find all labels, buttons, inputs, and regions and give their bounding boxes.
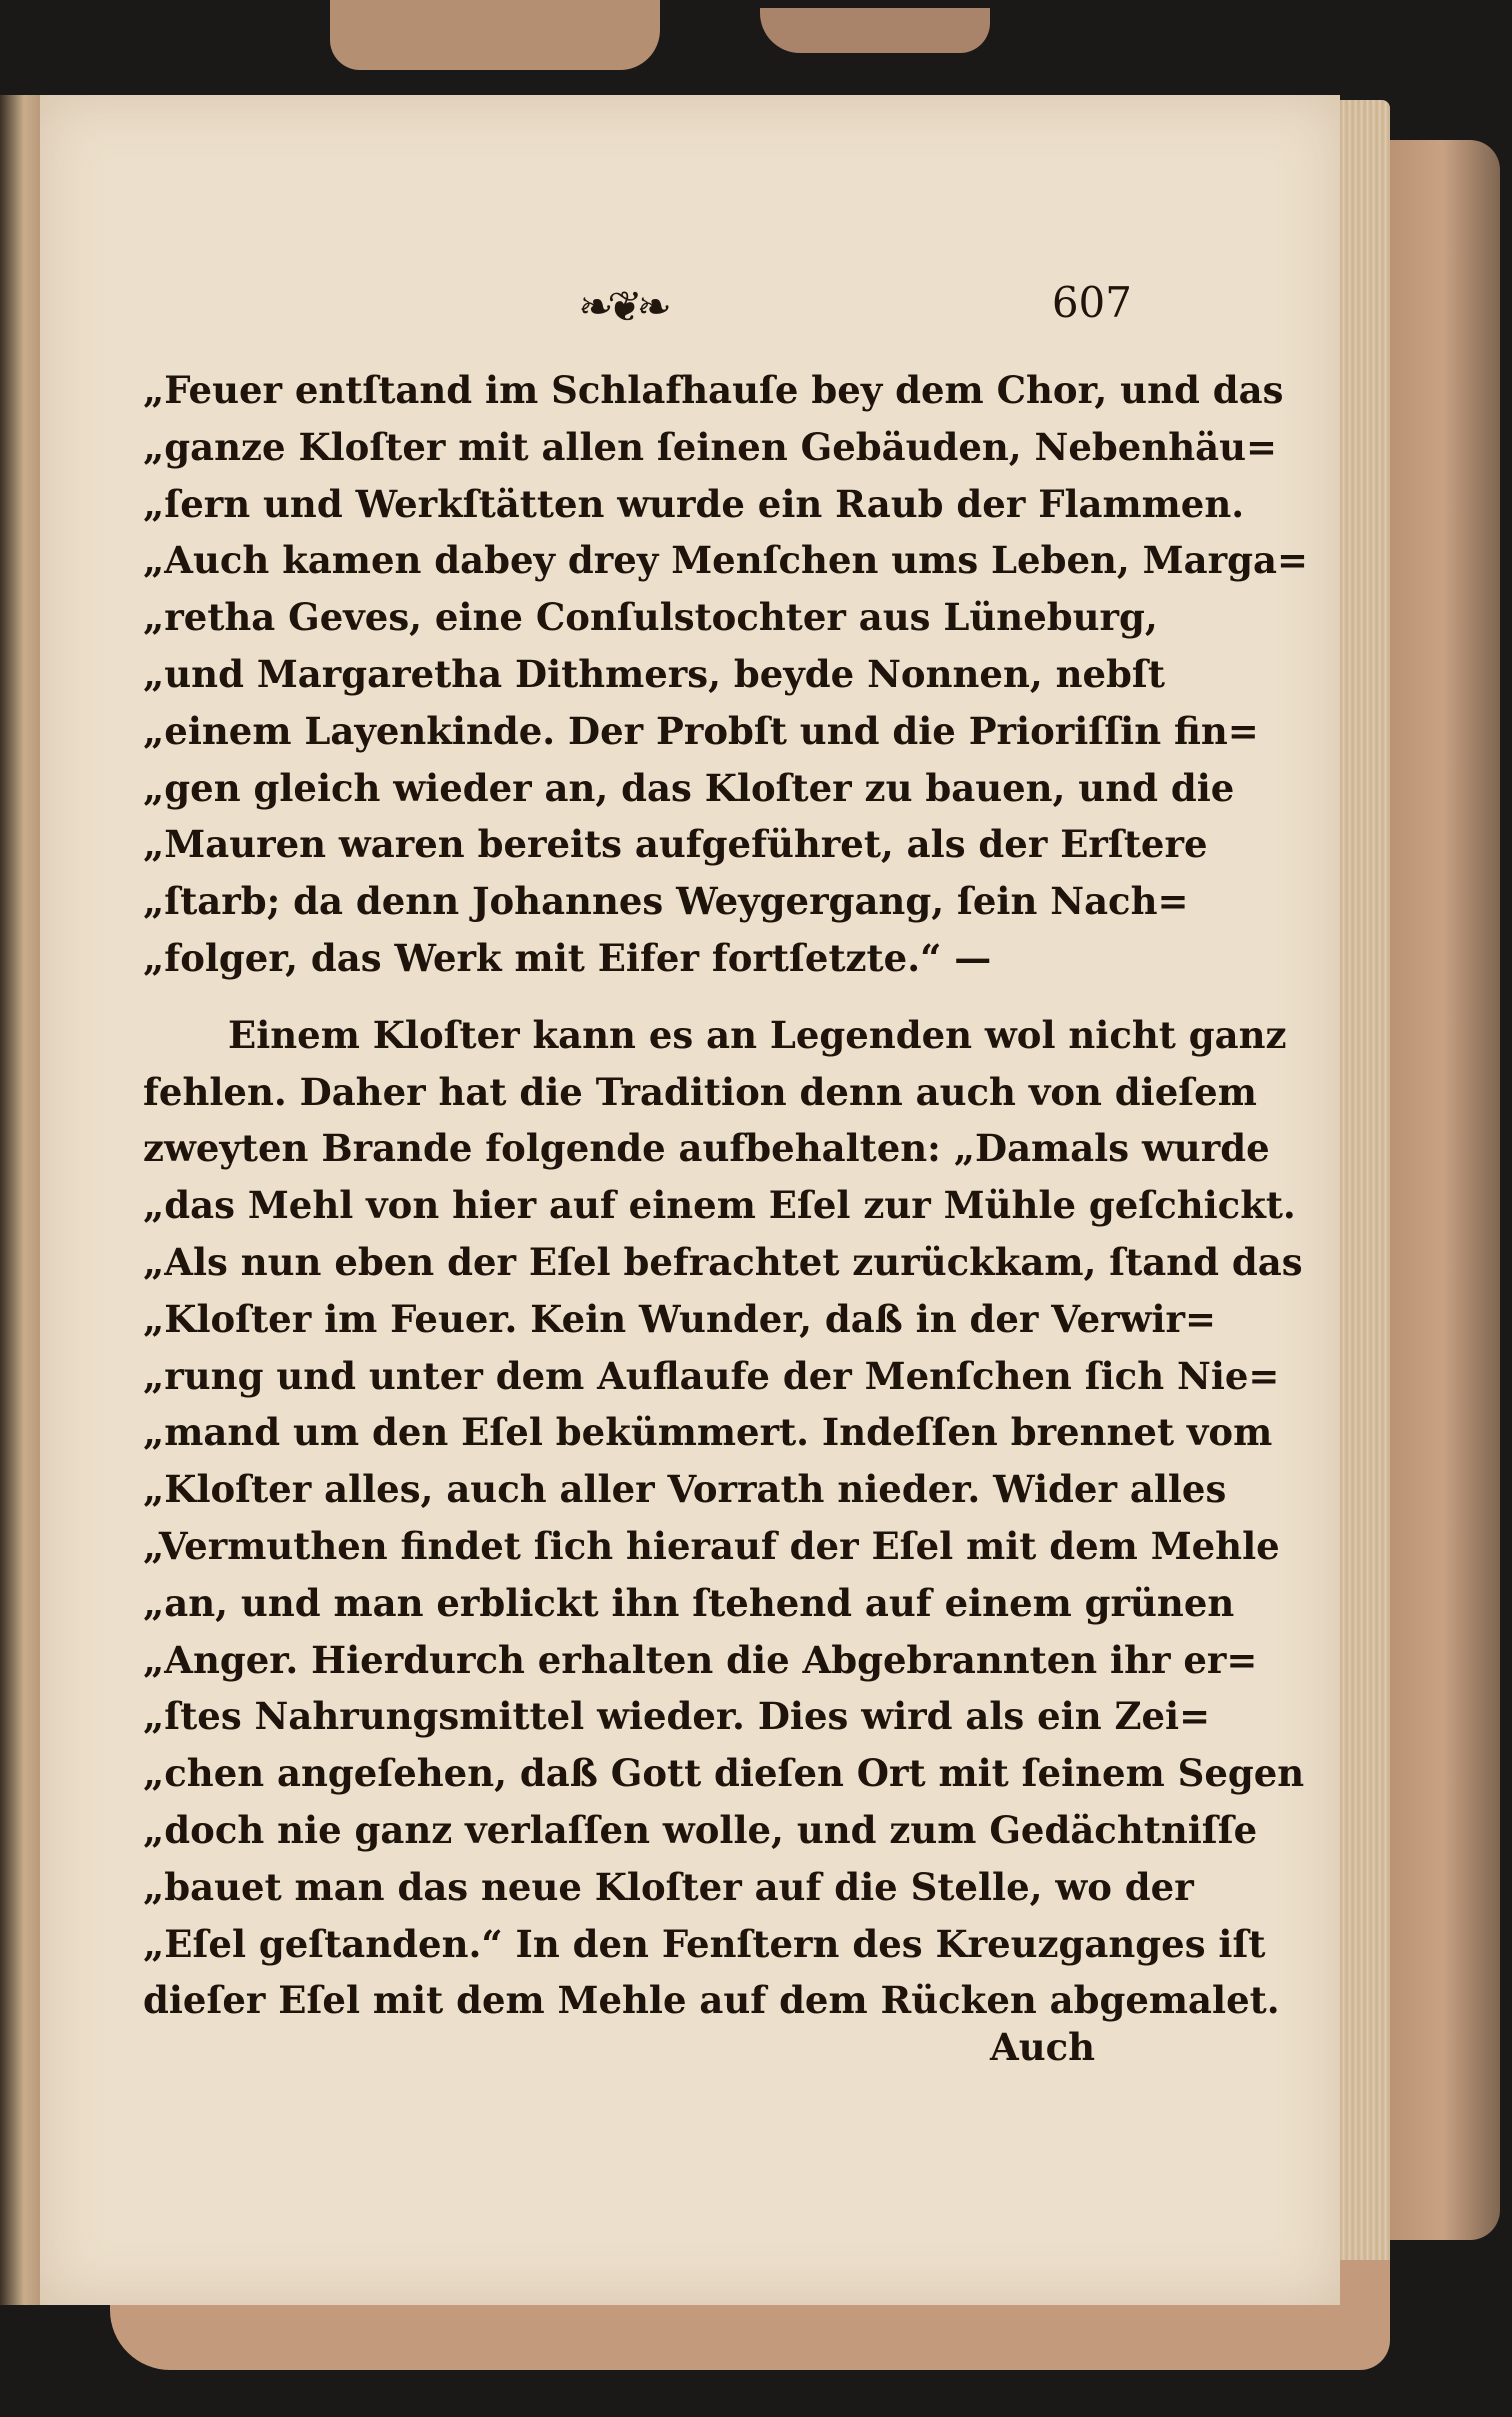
- text-line: „folger, das Werk mit Eifer fortſetzte.“ —: [143, 935, 992, 980]
- header-ornament: ❧❦❧: [578, 282, 666, 331]
- text-line: „ganze Kloſter mit allen ſeinen Gebäuden, Nebenhäu=: [143, 424, 1278, 469]
- text-line: „gen gleich wieder an, das Kloſter zu bauen, und die: [143, 765, 1235, 810]
- torn-top-edge-right: [760, 8, 990, 53]
- text-line: „Feuer entſtand im Schlafhauſe bey dem Chor, und das: [143, 368, 1284, 412]
- text-line: dieſer Eſel mit dem Mehle auf dem Rücken abgemalet.: [143, 1978, 1280, 2023]
- page-body: [143, 362, 1308, 2029]
- text-line: „Vermuthen findet ſich hierauf der Eſel mit dem Mehle: [143, 1523, 1280, 1568]
- text-line: „rung und unter dem Auflaufe der Menſchen ſich Nie=: [143, 1353, 1280, 1398]
- catchword: Auch: [990, 2025, 1096, 2069]
- text-line: „ſtes Nahrungsmittel wieder. Dies wird als ein Zei=: [143, 1694, 1211, 1739]
- text-line: „mand um den Eſel bekümmert. Indeſſen brennet vom: [143, 1410, 1273, 1455]
- text-line: „an, und man erblickt ihn ſtehend auf einem grünen: [143, 1580, 1235, 1625]
- text-line: „und Margaretha Dithmers, beyde Nonnen, nebſt: [143, 651, 1165, 696]
- text-line: „Auch kamen dabey drey Menſchen ums Leben, Marga=: [143, 538, 1308, 583]
- text-line: „das Mehl von hier auf einem Eſel zur Mühle geſchickt.: [143, 1183, 1296, 1228]
- text-line: „Anger. Hierdurch erhalten die Abgebrannten ihr er=: [143, 1637, 1258, 1682]
- text-line: zweyten Brande folgende aufbehalten: „Damals wurde: [143, 1126, 1270, 1171]
- text-line: „einem Layenkinde. Der Probſt und die Prioriſſin fin=: [143, 708, 1259, 753]
- text-line: „ſtarb; da denn Johannes Weygergang, ſein Nach=: [143, 879, 1189, 924]
- text-line: „doch nie ganz verlaſſen wolle, und zum Gedächtniſſe: [143, 1807, 1258, 1852]
- left-page-edge: [0, 95, 40, 2305]
- text-line: „Kloſter alles, auch aller Vorrath nieder. Wider alles: [143, 1467, 1227, 1512]
- text-line: „Kloſter im Feuer. Kein Wunder, daß in der Verwir=: [143, 1296, 1217, 1341]
- text-line: fehlen. Daher hat die Tradition denn auch von dieſem: [143, 1069, 1257, 1114]
- book-cover-edge: [1385, 140, 1500, 2240]
- text-line: „ſern und Werkſtätten wurde ein Raub der Flammen.: [143, 481, 1245, 526]
- text-line: „Als nun eben der Eſel befrachtet zurückkam, ſtand das: [143, 1239, 1303, 1284]
- text-line: „retha Geves, eine Conſulstochter aus Lüneburg,: [143, 595, 1158, 640]
- torn-top-edge: [330, 0, 660, 70]
- text-line: „bauet man das neue Kloſter auf die Stelle, wo der: [143, 1864, 1194, 1909]
- text-line: „Mauren waren bereits aufgeführet, als der Erſtere: [143, 822, 1208, 867]
- text-line: Einem Kloſter kann es an Legenden wol nicht ganz: [228, 1012, 1287, 1057]
- text-line: „chen angeſehen, daß Gott dieſen Ort mit ſeinem Segen: [143, 1751, 1305, 1796]
- page-number: 607: [1051, 278, 1132, 327]
- text-line: „Eſel geſtanden.“ In den Fenſtern des Kreuzganges iſt: [143, 1921, 1266, 1966]
